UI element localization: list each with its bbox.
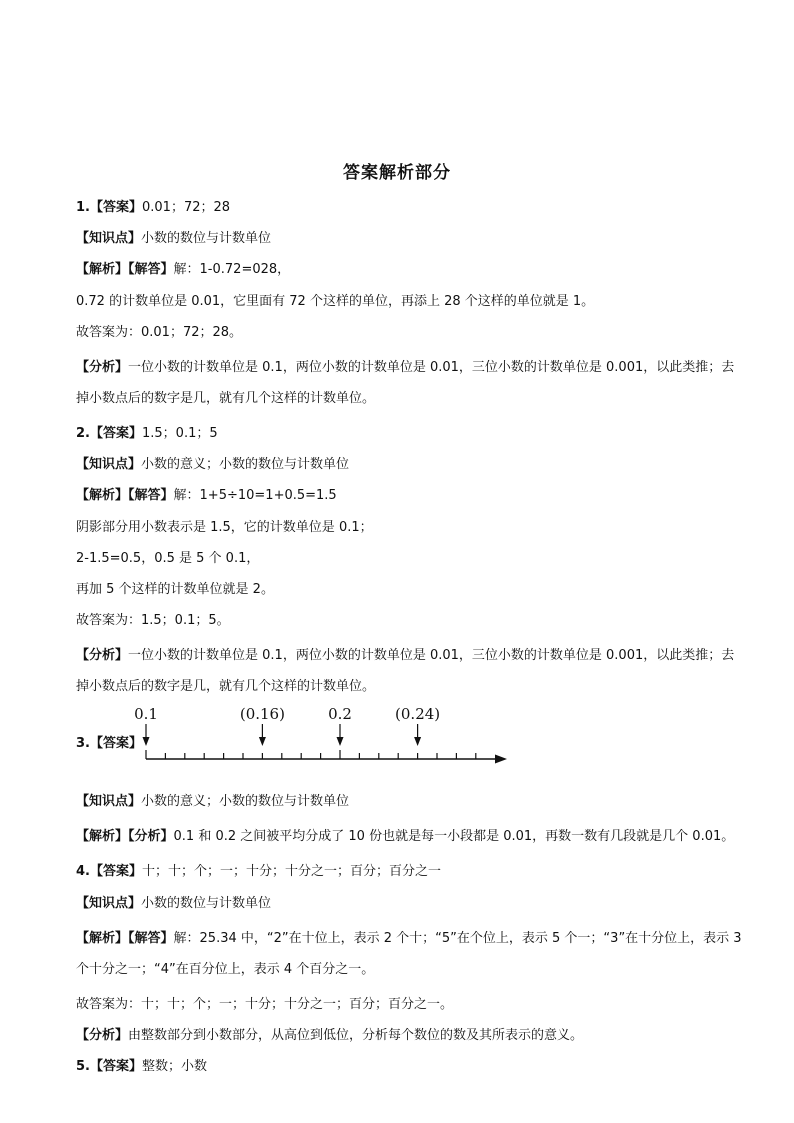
q4-answer-line: [76, 860, 744, 891]
knowledge-text: 小数的意义；小数的数位与计数单位: [141, 457, 350, 473]
q1-solution-line: [76, 258, 744, 289]
knowledge-tag: 【知识点】: [76, 457, 142, 473]
answer-tag: 【答案】: [89, 736, 142, 752]
number-line-pointer-head: [143, 737, 150, 746]
number-line-label: (0.16): [239, 705, 285, 724]
number-line-pointer-head: [259, 737, 266, 746]
analysis-tag: 【解析】: [76, 262, 129, 278]
q2-solution-line: [76, 484, 744, 515]
analysis-summary-tag: 【分析】: [76, 359, 129, 375]
number-line-label: 0.1: [134, 705, 158, 724]
number-line-label: 0.2: [328, 705, 352, 724]
question-number: 1.: [76, 200, 90, 215]
analysis-tag: 【解析】: [76, 930, 129, 946]
number-line-pointer-head: [414, 737, 421, 746]
page-title: 答案解析部分: [343, 163, 451, 183]
q1-solution-line-2: 0.72 的计数单位是 0.01，它里面有 72 个这样的单位，再添上 28 个这样的单位就是 1。: [76, 293, 595, 309]
analysis-summary-text: 一位小数的计数单位是 0.1，两位小数的计数单位是 0.01，三位小数的计数单位是 0.001，以此类推；去掉小数点后的数字是几，就有几个这样的计数单位。: [76, 648, 735, 695]
q2-final-answer: 故答案为：1.5；0.1；5。: [76, 613, 230, 629]
analysis-summary-text: 0.1 和 0.2 之间被平均分成了 10 份也就是每一小段都是 0.01，再数一数有几段就是几个 0.01。: [173, 829, 735, 845]
q2-knowledge-line: [76, 453, 744, 484]
answer-text: 1.5；0.1；5: [142, 425, 218, 441]
q4-analysis: [76, 1024, 744, 1055]
number-line-pointer-head: [337, 737, 344, 746]
q3-analysis: [76, 821, 744, 852]
q2-answer-line: [76, 422, 744, 453]
answer-tag: 【答案】: [89, 864, 142, 880]
solution-text: 解：1+5÷10=1+0.5=1.5: [173, 488, 337, 504]
q3-answer-line: [76, 705, 744, 790]
solution-text: 解：25.34 中，“2”在十位上，表示 2 个十；“5”在个位上，表示 5 个一；“3”在十分位上，表示 3 个十分之一；“4”在百分位上，表示 4 个百分之一。: [76, 930, 742, 977]
knowledge-text: 小数的数位与计数单位: [141, 231, 272, 247]
q2-solution-line-4: 再加 5 个这样的计数单位就是 2。: [76, 581, 274, 597]
q1-analysis: [76, 352, 744, 414]
q2-solution-line-2: 阴影部分用小数表示是 1.5，它的计数单位是 0.1；: [76, 519, 373, 535]
analysis-summary-tag: 【分析】: [76, 1028, 129, 1043]
analysis-tag: 【解析】: [76, 488, 129, 504]
knowledge-tag: 【知识点】: [76, 231, 142, 247]
q4-final-answer: 故答案为：十；十；个；一；十分；十分之一；百分；百分之一。: [76, 996, 454, 1012]
answer-text: 0.01；72；28: [142, 200, 231, 215]
answer-tag: 【答案】: [89, 1059, 142, 1075]
knowledge-text: 小数的数位与计数单位: [141, 895, 272, 911]
q2-analysis: [76, 640, 744, 702]
solution-tag: 【解答】: [128, 262, 174, 278]
q4-solution: [76, 923, 744, 985]
answer-tag: 【答案】: [89, 425, 142, 441]
analysis-summary-tag: 【分析】: [128, 829, 174, 845]
question-number: 5.: [76, 1059, 90, 1075]
knowledge-text: 小数的意义；小数的数位与计数单位: [141, 794, 350, 810]
analysis-summary-text: 由整数部分到小数部分，从高位到低位，分析每个数位的数及其所表示的意义。: [128, 1028, 584, 1043]
solution-tag: 【解答】: [128, 930, 174, 946]
answer-tag: 【答案】: [89, 200, 142, 215]
number-line-label: (0.24): [395, 705, 441, 724]
analysis-summary-tag: 【分析】: [76, 648, 129, 664]
q1-answer-line: [76, 196, 744, 227]
question-number: 4.: [76, 864, 90, 880]
knowledge-tag: 【知识点】: [76, 895, 142, 911]
solution-tag: 【解答】: [128, 488, 174, 504]
answer-text: 整数；小数: [142, 1059, 208, 1075]
answer-text: 十；十；个；一；十分；十分之一；百分；百分之一: [142, 864, 442, 880]
q1-final-answer: 故答案为：0.01；72；28。: [76, 324, 243, 340]
q2-solution-line-3: 2-1.5=0.5，0.5 是 5 个 0.1，: [76, 550, 260, 566]
q1-knowledge-line: [76, 227, 744, 258]
knowledge-tag: 【知识点】: [76, 794, 142, 810]
q4-knowledge-line: [76, 892, 744, 923]
question-number: 2.: [76, 425, 90, 441]
answer-content: [76, 196, 744, 1086]
number-line: [76, 704, 516, 766]
q5-answer-line: [76, 1055, 744, 1086]
solution-text: 解：1-0.72=028，: [173, 262, 291, 278]
question-number: 3.: [76, 736, 90, 752]
analysis-summary-text: 一位小数的计数单位是 0.1，两位小数的计数单位是 0.01，三位小数的计数单位是 0.001，以此类推；去掉小数点后的数字是几，就有几个这样的计数单位。: [76, 359, 735, 406]
q3-knowledge-line: [76, 790, 744, 821]
analysis-tag: 【解析】: [76, 829, 129, 845]
number-line-arrowhead: [495, 755, 507, 764]
